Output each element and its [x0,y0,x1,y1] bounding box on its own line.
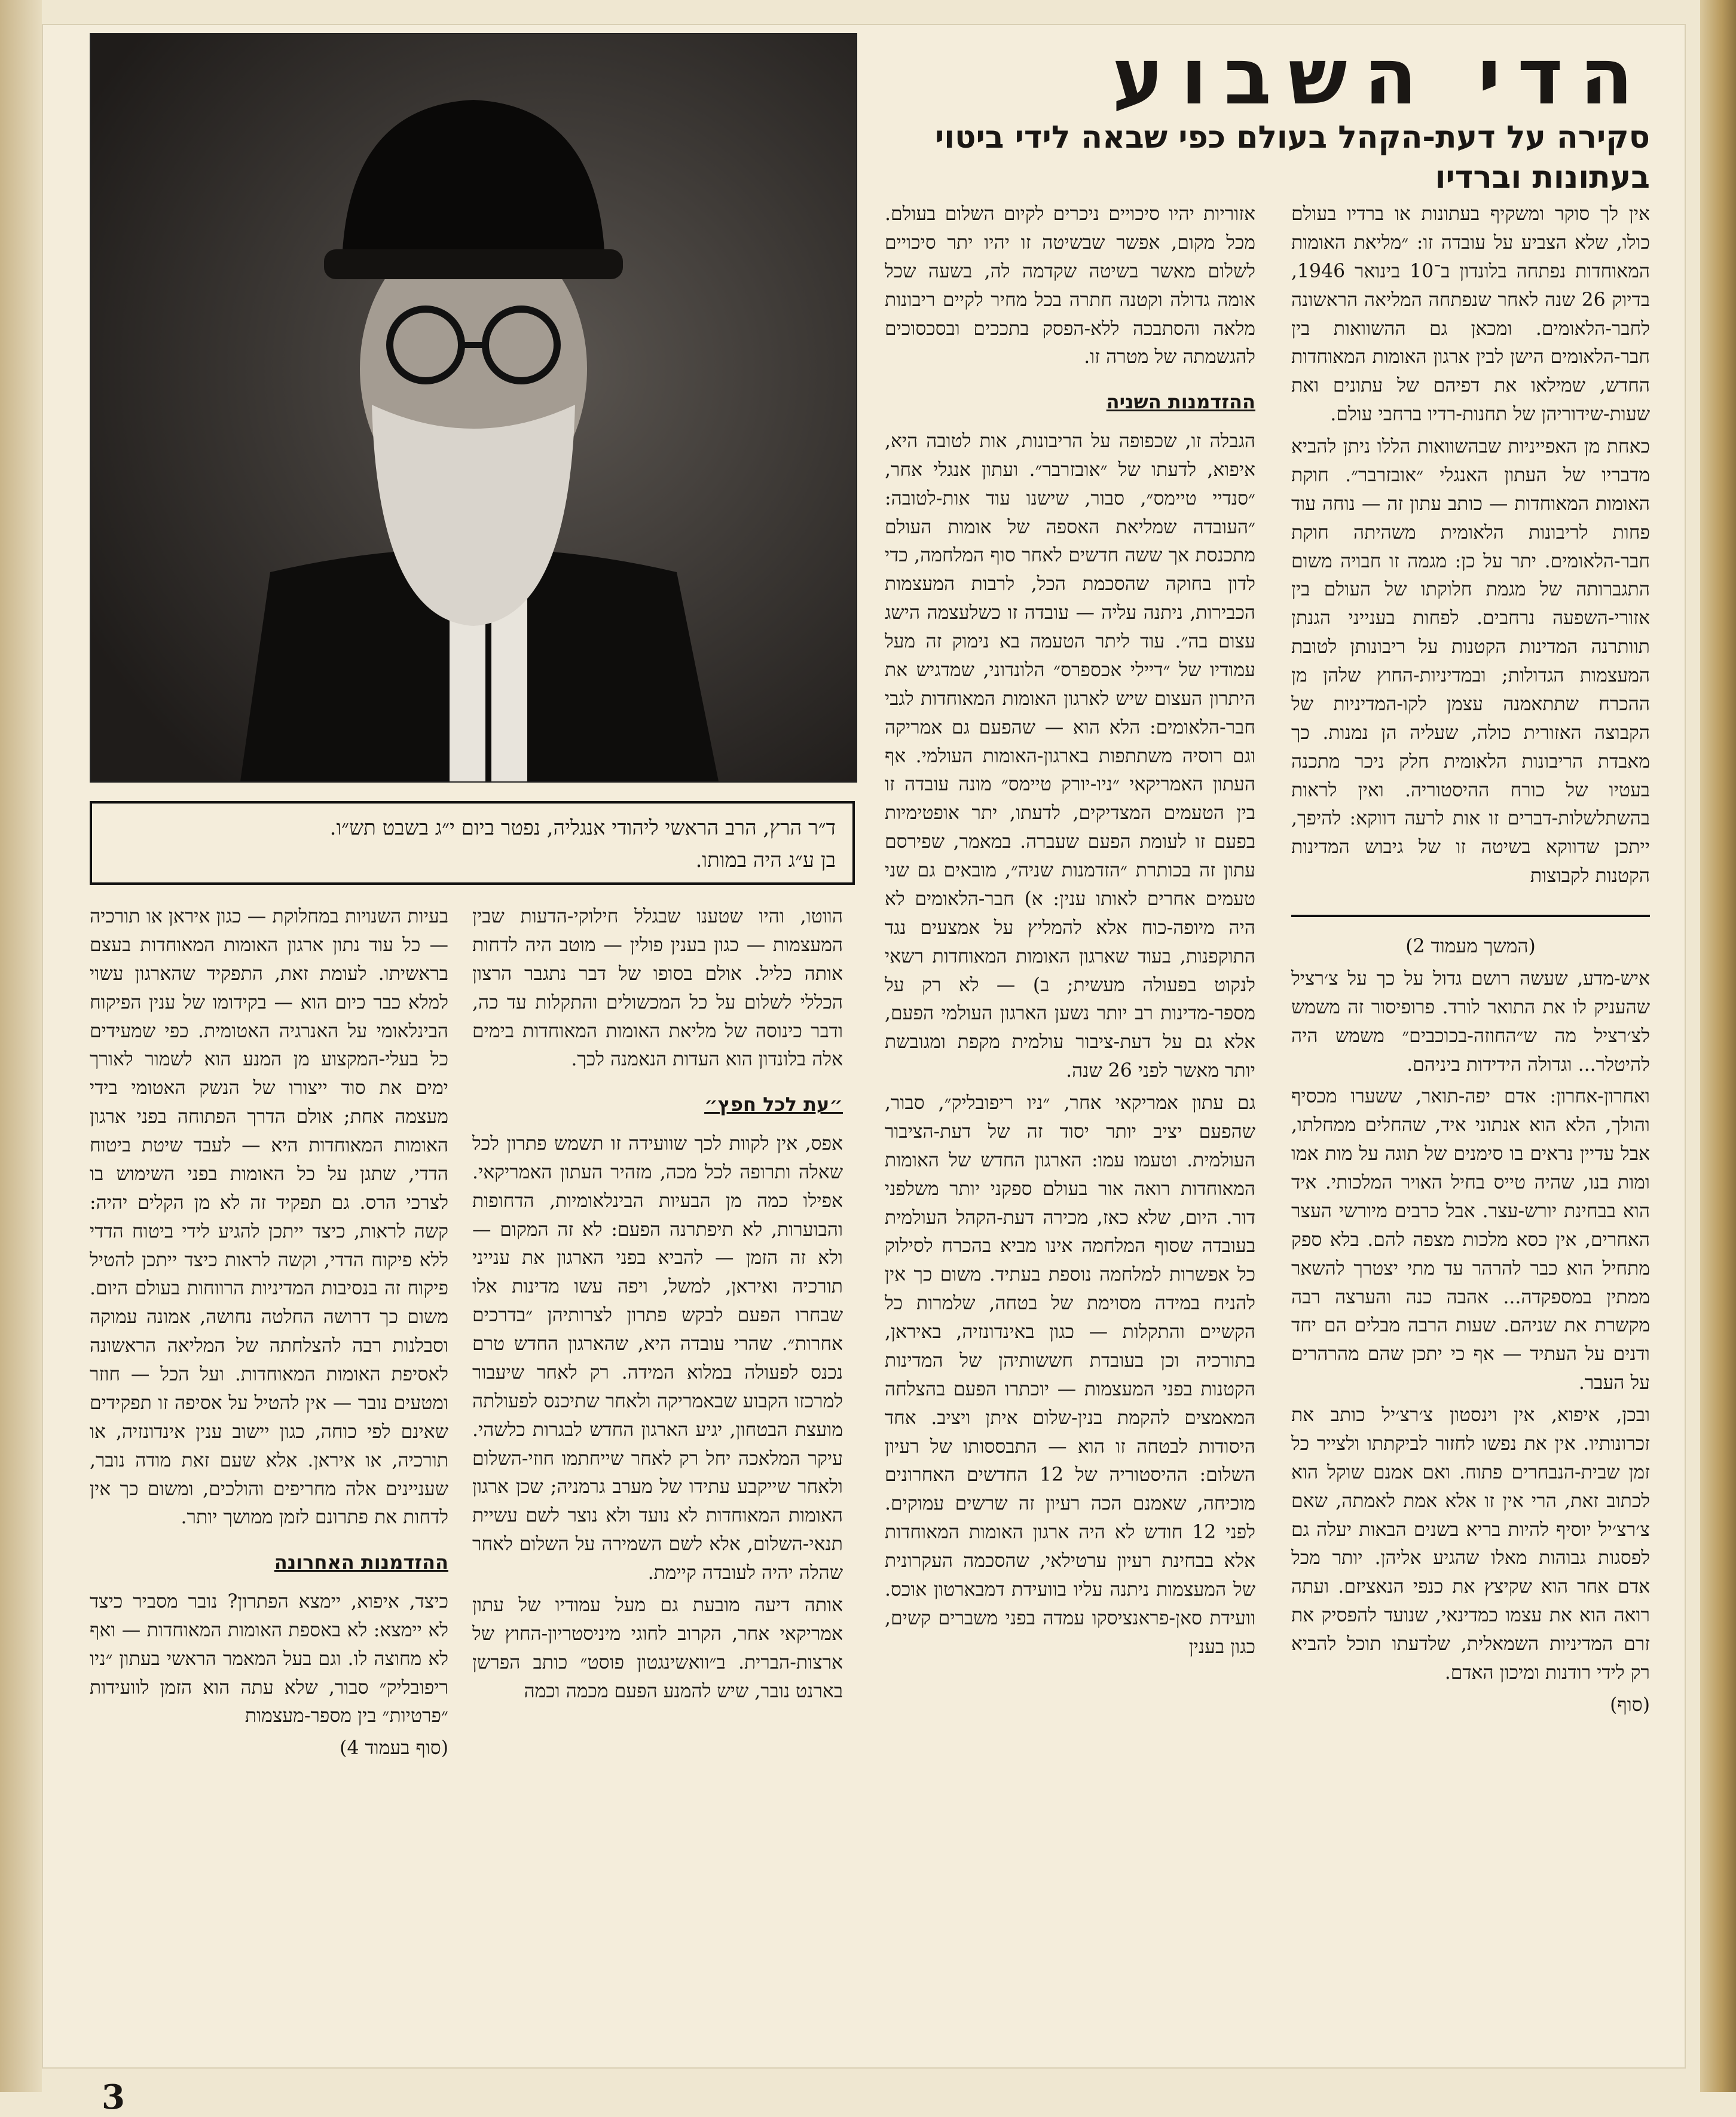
column-left [90,903,448,2069]
end-mark: (סוף) [1610,1694,1650,1716]
caption-line-2: בן ע״ג היה במותו. [695,848,836,873]
continued-note: (המשך מעמוד 2) [1405,936,1536,957]
photo-caption [90,801,855,885]
column-middle-left [472,903,843,2069]
column-right [1291,200,1650,2066]
paragraph: אין לך סוקר ומשקיף בעתונות או ברדיו בעולם כולו, שלא הצביע על עובדה זו: ״מליאת האומות המאוחדות נפתחה בלונדון ב־10 בינואר 1946, בדיוק 26 שנה לאחר שנפתחה המליאה הראשונה לחבר-הלאומים. ומכאן גם ההשוואות בין חבר-הלאומים הישן לבין ארגון האומות המאוחדות החדש, שמילאו את דפיהם של עתונים ואת שעות-שידוריהן של תחנות-רדיו ברחבי עולם. [1291,203,1650,426]
paragraph: הגבלה זו, שכפופה על הריבונות, אות לטובה היא, איפוא, לדעתו של ״אובזרבר״. ועתון אנגלי אחר, ״סנדיי טיימס״, סבור, שישנו עוד אות-לטובה: ״העובדה שמליאת האספה של אומות העולם מתכנסת אך ששה חדשים לאחר סוף המלחמה, כדי לדון בחוקה שהסכמת הכל, לרבות המעצמות הכבירות, ניתנה עליה — עובדה זו כשלעצמה הישג עצום בה״. עוד ליתר הטעמה בא נימוק זה מעל עמודיו של ״דיילי אכספרס״ הלונדוני, שמדגיש את היתרון העצום שיש לארגון האומות המאוחדות לגבי חבר-הלאומים: הלא הוא — שהפעם גם אמריקה וגם רוסיה משתתפות בארגון-האומות העולמי. אף העתון האמריקאי ״ניו-יורק טיימס״ מונה עובדה זו בין הטעמים המצדיקים, לדעתו, יתר אופטימיות בפעם זו לעומת הפעם שעברה. במאמר, שפירסם עתון זה בכותרת ״הזדמנות שניה״, מובאים גם שני טעמים אחרים לאותו ענין: א) חבר-הלאומים לא היה מיופה-כוח אלא להמליץ על אמצעים נגד התוקפנות, בעוד שארגון האומות המאוחדות רשאי לנקוט בפעולה מעשית; ב) — לא רק על מספר-מדינות רב יותר נשען הארגון העולמי הפעם, אלא גם על דעת-ציבור עולמית מקפת ומגובשת יותר מאשר לפני 26 שנה. [885,430,1255,1082]
paragraph: כאחת מן האפייניות שבהשוואות הללו ניתן להביא מדבריו של העתון האנגלי ״אובזרבר״. חוקת האומות המאוחדות — כותב עתון זה — נוחה עוד פחות לריבונות הלאומית משהיתה חוקת חבר-הלאומים. יתר על כן: מגמה זו חבויה משום התגברותה של מגמת חלוקתו של העולם בין אזורי-השפעה נרחבים. לפחות בענייני הגנתן תוותרנה המדינות הקטנות על ריבונותן לטובת המעצמות הגדולות; ובמדיניות-החוץ שלהן מן ההכרח שתתאמנה עצמן לקו-המדיניות של הקבוצה האזורית כולה, שעליה הן נמנות. כך מאבדת הריבונות הלאומית חלק ניכר מתכנה בעטיו של כורח ההיסטוריה. ואין לראות בהשתלשלות-דברים זו אות לרעה דווקא: להיפך, ייתכן שדווקא בשיטה זו של גיבוש המדינות הקטנות לקבוצות [1291,436,1650,887]
column-middle-right [885,200,1255,2066]
section-title: הדי השבוע [1112,31,1650,122]
portrait-photo [90,33,857,783]
adjacent-page-edge [1700,0,1736,2092]
paragraph: בעיות השנויות במחלוקת — כגון איראן או תורכיה — כל עוד נתון ארגון האומות המאוחדות בעצם בראשיתו. לעומת זאת, התפקיד שהארגון עשוי למלא כבר כיום הוא — בקידומו של ענין הפיקוח הבינלאומי על האנרגיה האטומית. כפי שמעידים כל בעלי-המקצוע מן המנע הוא לשמור לאורך ימים את סוד ייצורו של הנשק האטומי בידי מעצמה אחת; אולם הדרך הפתוחה בפני ארגון האומות המאוחדות היא — לעבד שיטת ביטוח הדדי, שתגן על כל האומות בפני השימוש בו לצרכי הרס. גם תפקיד זה לא מן הקלים יהיה: קשה לראות, כיצד ייתכן להגיע לידי ביטוח הדדי ללא פיקוח הדדי, וקשה לראות כיצד ייתכן להטיל פיקוח זה בנסיבות המדיניות הרווחות בעולם היום. משום כך דרושה החלטה נחושה, אמונה עמוקה וסבלנות רבה להצלחתה של המליאה הראשונה לאסיפת האומות המאוחדות. ועל הכל — חוזר ומטעים נובר — אין להטיל על אסיפה זו תפקידים שאינם לפי כוחה, כגון יישוב ענין אינדונזיה, או תורכיה, או איראן. אלא שעם זאת מודה נובר, שעניינים אלה מחריפים והולכים, ומשום כך אין לדחות את פתרונם לזמן ממושך יותר. [90,906,448,1529]
subheading: ההזדמנות השניה [1106,390,1255,414]
paragraph: הווטו, והיו שטענו שבגלל חילוקי-הדעות שבין המעצמות — כגון בענין פולין — מוטב היה לדחות אותה כליל. אולם בסופו של דבר נתגבר הרצון הכללי לשלום על כל המכשולים והתקלות עד כה, ודבר כינוסה של מליאת האומות המאוחדות בימים אלה בלונדון הוא העדות הנאמנה לכך. [472,906,843,1071]
divider [1291,915,1650,917]
subheading: ״עת לכל חפץ״ [704,1093,843,1116]
paragraph: גם עתון אמריקאי אחר, ״ניו ריפובליק״, סבור, שהפעם יציב יותר יסוד זה של דעת-הציבור העולמית. וטעמו עמו: הארגון החדש של האומות המאוחדות רואה אור בעולם ספקני יותר משלפני דור. היום, שלא כאז, מכירה דעת-הקהל העולמית בעובדה שסוף המלחמה אינו מביא בהכרח לסילוק כל אפשרות למלחמה נוספת בעתיד. משום כך אין להניח במידה מסוימת של בטחה, שלמרות כל הקשיים והתקלות — כגון באינדונזיה, באיראן, בתורכיה וכן בעובדת חששותיהן של המדינות הקטנות בפני המעצמות — יוכתרו הפעם בהצלחה המאמצים להקמת בנין-שלום איתן ויציב. אחד היסודות לבטחה זו הוא — התבססותו של רעיון השלום: ההיסטוריה של 12 החדשים האחרונים מוכיחה, שאמנם הכה רעיון זה שרשים עמוקים. לפני 12 חודש לא היה ארגון האומות המאוחדות אלא בבחינת רעיון ערטילאי, שהסכמה העקרונית של המעצמות ניתנה עליו בוועידת דמבארטון אוכס. וועידת סאן-פראנציסקו עמדה בפני משברים קשים, כגון בענין [885,1092,1255,1658]
paragraph: ובכן, איפוא, אין וינסטון צ׳רצ׳יל כותב את זכרונותיו. אין את נפשו לחזור לביקתתו ולצייר כל זמן שבית-הנבחרים פתוח. ואם אמנם שוקל הוא לכתוב זאת, הרי אין זו אלא אמת לאמתה, שאם צ׳רצ׳יל יוסיף להיות בריא בשנים הבאות יעלה גם לפסגות גבוהות מאלו שהגיע אליהן. יותר מכל אדם אחר הוא שקיצץ את כנפי הנאציזם. ועתה רואה הוא את עצמו כמדינאי, שנועד להפסיק את זרם המדיניות השמאלית, שלדעתו תוכל להביא רק לידי רודנות ומיכון האדם. [1291,1404,1650,1684]
rabbi-portrait-image [91,34,856,781]
paragraph: כיצד, איפוא, יימצא הפתרון? נובר מסביר כיצד לא יימצא: לא באספת האומות המאוחדות — ואף לא מחוצה לו. וגם בעל המאמר הראשי בעתון ״ניו ריפובליק״ סבור, שלא עתה הוא הזמן לוועידות ״פרטיות״ בין מספר-מעצמות [90,1590,448,1727]
paragraph: אזוריות יהיו סיכויים ניכרים לקיום השלום בעולם. מכל מקום, אפשר שבשיטה זו יהיו יתר סיכויים לשלום מאשר בשיטה שקדמה לה, בשעה שכל אומה גדולה וקטנה חתרה בכל מחיר לקיים ריבונות מלאה והסתבכה ללא-הפסק בתככים ובסכסוכים להגשמתה של מטרה זו. [885,203,1255,368]
continued-note: (סוף בעמוד 4) [340,1737,448,1759]
page-left-edge [0,0,42,2092]
masthead [837,31,1650,198]
paragraph: ואחרון-אחרון: אדם יפה-תואר, ששערו מכסיף והולך, הלא הוא אנתוני איד, שהחלים ממחלתו, אבל עדיין נראים בו סימנים של תוגה על מות אמו ומות בנו, שהיה טייס בחיל האויר המלכותי. איד הוא בבחינת יורש-עצר. אבל כרבים מיורשי העצר האחרים, אין כסא מלכות מצפה להם. בלא ספק מתחיל הוא כבר להרהר עד מתי יצטרך להשאר ממתין במספקדה... אהבה כנה והערצה רבה מקשרת את שניהם. שעות הרבה מבלים הם יחד ודנים על העתיד — אף כי יתכן שהם מהרהרים על העבר. [1291,1086,1650,1394]
caption-line-1: ד״ר הרץ, הרב הראשי ליהודי אנגליה, נפטר ביום י״ג בשבט תש״ו. [329,816,836,840]
subheading: ההזדמנות האחרונה [274,1551,448,1574]
page-number: 3 [102,2078,125,2117]
paragraph: איש-מדע, שעשה רושם גדול על כך על צ׳רציל שהעניק לו את התואר לורד. פרופיסור זה משמש לצ׳רציל מה ש״החוזה-בכוכבים״ משמש היה להיטלר... וגדולה הידידות ביניהם. [1291,967,1650,1076]
paragraph: אותה דיעה מובעת גם מעל עמודיו של עתון אמריקאי אחר, הקרוב לחוגי מיניסטריון-החוץ של ארצות-הברית. ב״וואשינגטון פוסט״ כותב הפרשן בארנט נובר, שיש להמנע הפעם מכמה וכמה [472,1594,843,1702]
newspaper-page [42,24,1686,2117]
paragraph: אפס, אין לקוות לכך שוועידה זו תשמש פתרון לכל שאלה ותרופה לכל מכה, מזהיר העתון האמריקאי. אפילו כמה מן הבעיות הבינלאומיות, הדחופות והבוערות, לא תיפתרנה הפעם: לא זה המקום — ולא זה הזמן — להביא בפני הארגון את ענייני תורכיה ואיראן, למשל, ויפה עשו מדינות אלו שבחרו הפעם לבקש פתרון לצרותיהן ״בדרכים אחרות״. שהרי עובדה היא, שהארגון החדש טרם נכנס לפעולה במלוא המידה. רק לאחר שיעבור למרכזו הקבוע שבאמריקה ולאחר שתיכנס לפעולתה מועצת הבטחון, יגיע הארגון החדש לבגרות כלשהי. עיקר המלאכה יחל רק לאחר שייחתמו חוזי-השלום ולאחר שייקבע עתידו של מערב גרמניה; שכן ארגון האומות המאוחדות לא נועד ולא נוצר לשם עשיית תנאי-השלום, אלא לשם השמירה על השלום לאחר שהלה יהיה לעובדה קיימת. [472,1132,843,1584]
section-subtitle: סקירה על דעת-הקהל בעולם כפי שבאה לידי ביטוי בעתונות וברדיו [935,119,1650,196]
